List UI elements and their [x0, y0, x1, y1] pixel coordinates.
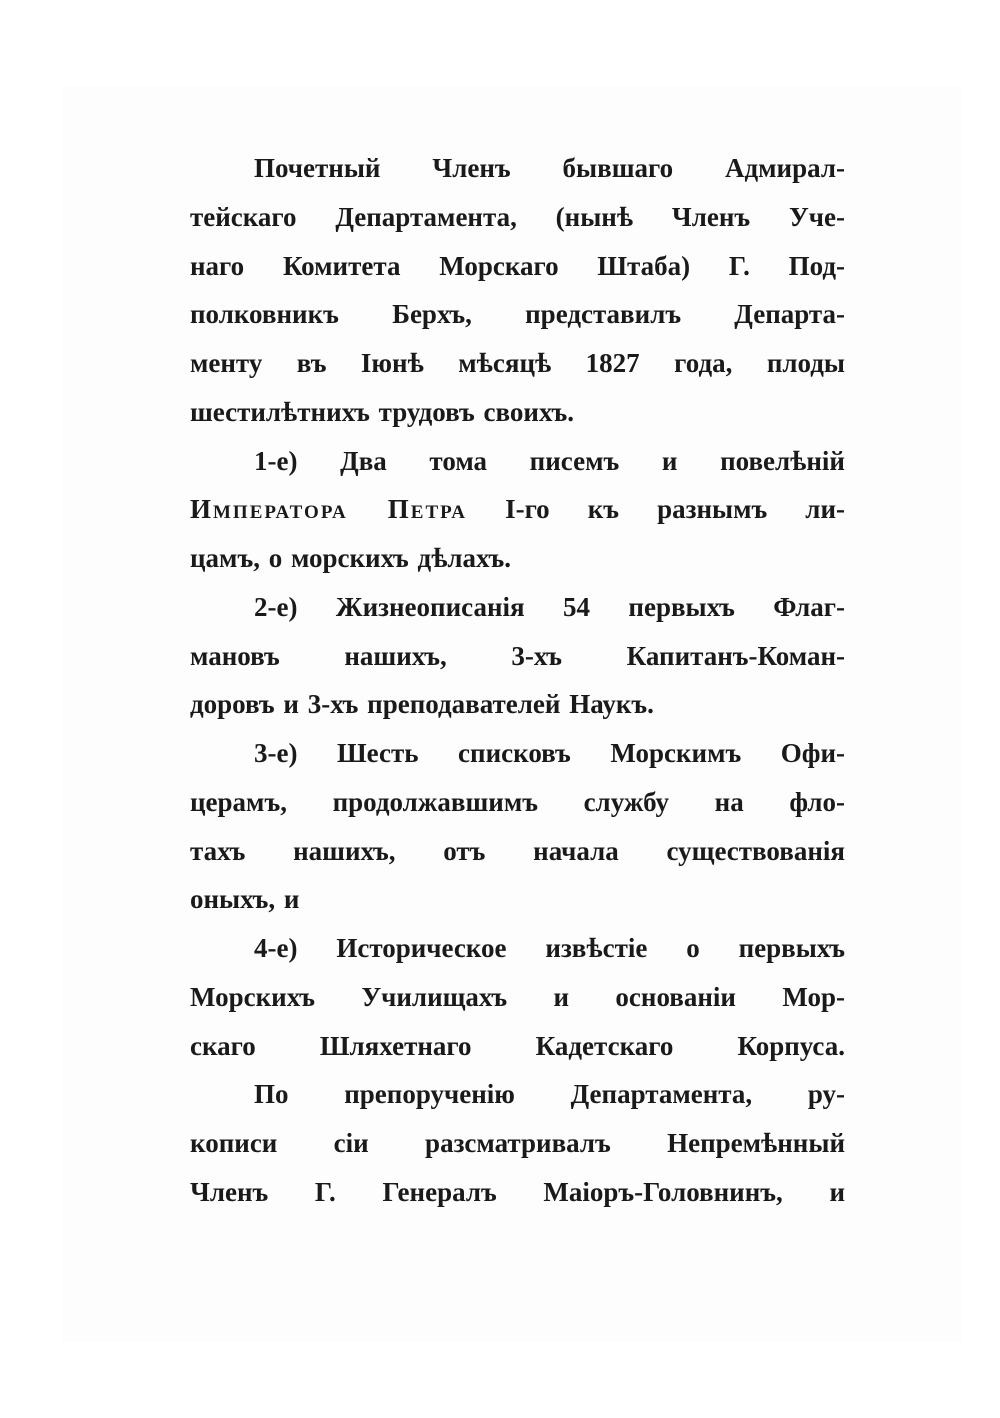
- text-line: цамъ, о морскихъ дѣлахъ.: [190, 543, 512, 573]
- text-line: доровъ и 3-хъ преподавателей Наукъ.: [190, 689, 654, 720]
- text-line: шестилѣтнихъ трудовъ своихъ.: [190, 396, 574, 427]
- text-line: 3-е) Шесть списковъ Морскимъ Офи-: [254, 738, 845, 768]
- text-line: мановъ нашихъ, 3-хъ Капитанъ-Коман-: [190, 640, 845, 671]
- text-line: кописи сіи разсматривалъ Непремѣнный: [190, 1128, 845, 1158]
- text-line: наго Комитета Морскаго Штаба) Г. Под-: [190, 250, 845, 281]
- text-line: тахъ нашихъ, отъ начала существованія: [190, 835, 845, 866]
- text-line: 4-е) Историческое извѣстіе о первыхъ: [254, 933, 845, 963]
- text-line: менту въ Іюнѣ мѣсяцѣ 1827 года, плоды: [190, 348, 845, 378]
- text-line: 2-е) Жизнеописанія 54 первыхъ Флаг-: [254, 591, 845, 622]
- text-line: скаго Шляхетнаго Кадетскаго Корпуса.: [190, 1030, 845, 1061]
- small-caps-name: Императора Петра: [190, 494, 468, 525]
- text-line: церамъ, продолжавшимъ службу на фло-: [190, 786, 845, 817]
- text-line: полковникъ Берхъ, представилъ Департа-: [190, 299, 845, 330]
- text-line: тейскаго Департамента, (нынѣ Членъ Уче-: [190, 201, 845, 232]
- text-line: оныхъ, и: [190, 884, 300, 915]
- document-body: [190, 148, 845, 1221]
- text-line: [190, 489, 845, 538]
- text-line: Морскихъ Училищахъ и основаніи Мор-: [190, 981, 845, 1012]
- text-line-rest: I-го къ разнымъ ли-: [467, 494, 845, 525]
- text-line: 1-е) Два тома писемъ и повелѣній: [254, 445, 845, 476]
- text-line: По препорученію Департамента, ру-: [254, 1079, 845, 1110]
- text-line: Членъ Г. Генералъ Маіоръ-Головнинъ, и: [190, 1176, 845, 1207]
- text-line: Почетный Членъ бывшаго Адмирал-: [254, 153, 845, 183]
